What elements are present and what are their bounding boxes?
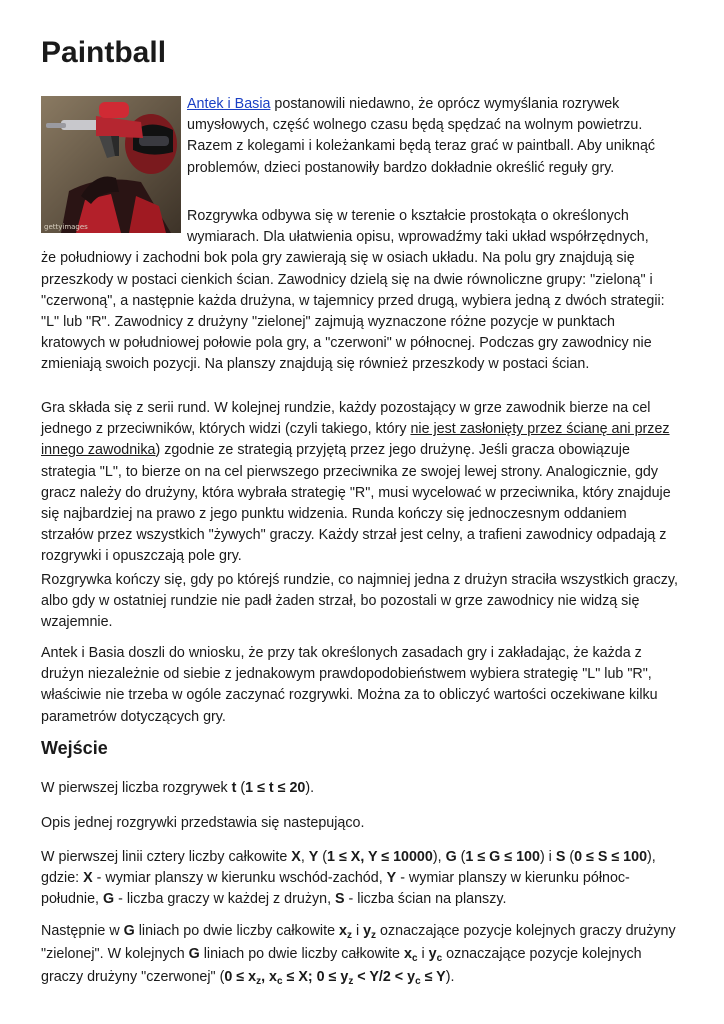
rules-paragraph: Rozgrywka odbywa się w terenie o kształcie prostokąta o określonych wymiarach. Dla ułatwienia opisu, wprowadźmy taki układ współrzędnych, że południowy i zachodni bok pola gry zawierają się w osiach układu. Na polu gry znajdują się przeszkody w postaci cienkich ścian. Zawodnicy dzielą się na dwie równoliczne grupy: "zieloną" i "czerwoną", a następnie każda drużyna, w tajemnicy przed drugą, wybiera jedną z dwóch strategii: "L" lub "R". Zawodnicy z drużyny "zielonej" zajmują wyznaczone różne pozycje w punktach kratowych w południowej połowie pola gry, a "czerwoni" w północnej. Podczas gry zawodnicy nie zmieniają swoich pozycji. Na planszy znajdują się również przeszkody w postaci ścian. bbox=[41, 208, 665, 373]
input-description-line: Opis jednej rozgrywki przedstawia się nastepująco. bbox=[41, 815, 365, 831]
intro-paragraph: Antek i Basia postanowili niedawno, że oprócz wymyślania rozrywek umysłowych, część wolnego czasu będą spędzać na wolnym powietrzu. Razem z kolegami i koleżankami będą teraz grać w paintball. Aby uniknąć problemów, dzieci postanowiły bardzo dokładnie określić reguły gry. bbox=[187, 96, 656, 176]
photo-watermark: gettyimages bbox=[44, 223, 88, 231]
input-section-heading: Wejście bbox=[41, 738, 108, 758]
rounds-paragraph: Gra składa się z serii rund. W kolejnej rundzie, każdy pozostający w grze zawodnik bierze na cel jednego z przeciwników, których widzi (czyli takiego, który nie jest zasłonięty przez ścianę ani przez innego zawodnika) zgodnie ze strategią przyjętą przez jego drużynę. Jeśli gracza obowiązuje strategia "L", to bierze on na cel pierwszego przeciwnika ze swojej lewej strony. Analogicznie, gdy gracz należy do drużyny, która wybrała strategię "R", musi wycelować w przeciwnika, który znajduje się najbardziej na prawo z jego punktu widzenia. Runda kończy się jednoczesnym oddaniem strzałów przez wszystkich "żywych" graczy. Każdy strzał jest celny, a trafieni zawodnicy odpadają z rozgrywki i opuszczają pole gry. bbox=[41, 400, 671, 565]
visibility-underline: nie jest zasłonięty przez ścianę ani przez innego zawodnika bbox=[41, 421, 670, 459]
input-positions-spec: Następnie w G liniach po dwie liczby całkowite $x_z$ i $y_z$ oznaczające pozycje kolejnych graczy drużyny "zielonej". W kolejnych G liniach po dwie liczby całkowite $x_c$ i $y_c$ oznaczające pozycje kolejnych graczy drużyny "czerwonej" ($0 \le x_z$, $x_c \le X$; $0 \le y_z < Y/2 < y_c \le Y$). bbox=[41, 923, 676, 987]
conclusion-paragraph: Antek i Basia doszli do wniosku, że przy tak określonych zasadach gry i zakładając, że każda z drużyn niezależnie od siebie z jednakowym prawdopodobieństwem wybiera strategię "L" lub "R", właściwie nie trzeba w ogóle zaczynać rozgrywki. Można za to obliczyć wartości oczekiwane kilku parametrów dotyczących gry. bbox=[41, 645, 658, 725]
page-title: Paintball bbox=[41, 36, 167, 69]
input-first-line-spec: W pierwszej linii cztery liczby całkowite X, Y (1 ≤ X, Y ≤ 10000), G (1 ≤ G ≤ 100) i S (0 ≤ S ≤ 100), gdzie: X - wymiar planszy w kierunku wschód-zachód, Y - wymiar planszy w kierunku północ-południe, G - liczba graczy w każdej z drużyn, S - liczba ścian na planszy. bbox=[41, 849, 656, 908]
antek-basia-link[interactable]: Antek i Basia bbox=[187, 96, 271, 112]
end-condition-paragraph: Rozgrywka kończy się, gdy po którejś rundzie, co najmniej jedna z drużyn straciła wszystkich graczy, albo gdy w ostatniej rundzie nie padł żaden strzał, bo pozostali w grze zawodnicy nie widzą się wzajemnie. bbox=[41, 572, 678, 631]
input-count-line: W pierwszej liczba rozgrywek t (1 ≤ t ≤ 20). bbox=[41, 780, 315, 796]
